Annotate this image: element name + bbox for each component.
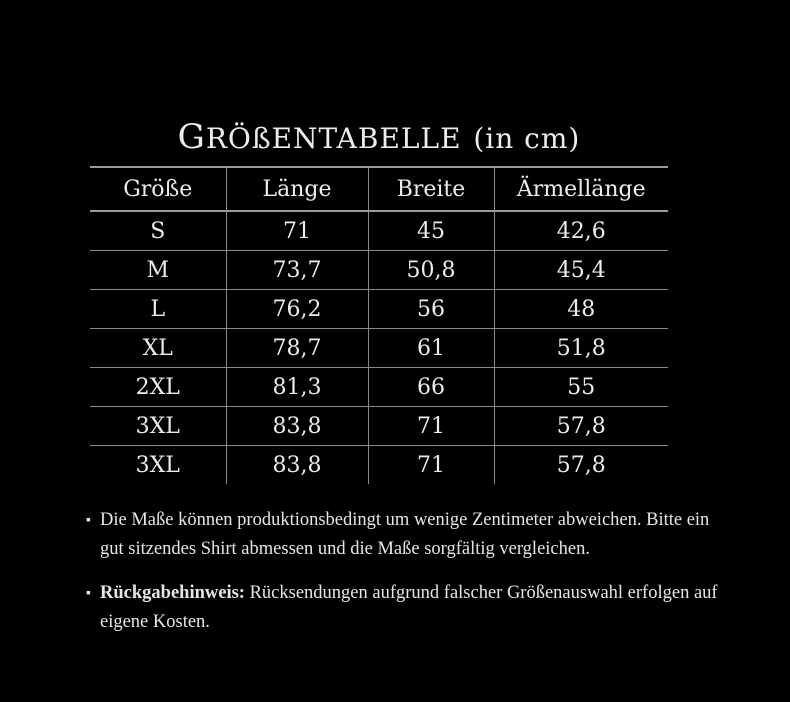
note-return — [86, 579, 726, 637]
table-row — [90, 329, 668, 368]
table-row — [90, 368, 668, 407]
cell-sleeve: 42,6 — [494, 211, 668, 251]
table-row — [90, 211, 668, 251]
header-size: Größe — [90, 167, 226, 211]
cell-sleeve: 51,8 — [494, 329, 668, 368]
table-row — [90, 290, 668, 329]
cell-sleeve: 57,8 — [494, 407, 668, 446]
cell-size: 3XL — [90, 446, 226, 485]
cell-size: 2XL — [90, 368, 226, 407]
title-rest: RÖßENTABELLE — [205, 122, 462, 155]
note-measurement — [86, 506, 726, 564]
cell-size: XL — [90, 329, 226, 368]
table-row — [90, 446, 668, 485]
title-first-letter: G — [177, 117, 206, 157]
cell-length: 73,7 — [226, 251, 368, 290]
size-table-header-row — [90, 167, 668, 211]
table-row — [90, 251, 668, 290]
cell-sleeve: 48 — [494, 290, 668, 329]
bullet-icon: ▪ — [86, 586, 91, 601]
cell-length: 83,8 — [226, 446, 368, 485]
cell-length: 83,8 — [226, 407, 368, 446]
notes-section — [86, 506, 726, 637]
cell-length: 76,2 — [226, 290, 368, 329]
table-row — [90, 407, 668, 446]
cell-size: M — [90, 251, 226, 290]
title-unit: (in cm) — [473, 122, 581, 155]
bullet-icon: ▪ — [86, 513, 91, 528]
cell-width: 71 — [368, 407, 494, 446]
cell-width: 61 — [368, 329, 494, 368]
cell-length: 78,7 — [226, 329, 368, 368]
cell-sleeve: 45,4 — [494, 251, 668, 290]
note-measurement-text: Die Maße können produktionsbedingt um wenige Zentimeter abweichen. Bitte ein gut sitzendes Shirt abmessen und die Maße sorgfältig vergleichen. — [100, 510, 710, 559]
cell-width: 45 — [368, 211, 494, 251]
cell-width: 50,8 — [368, 251, 494, 290]
cell-size: 3XL — [90, 407, 226, 446]
header-width: Breite — [368, 167, 494, 211]
page-title — [90, 112, 668, 162]
header-sleeve-length: Ärmellänge — [494, 167, 668, 211]
header-length: Länge — [226, 167, 368, 211]
cell-size: S — [90, 211, 226, 251]
size-table — [90, 166, 668, 484]
cell-width: 66 — [368, 368, 494, 407]
cell-length: 71 — [226, 211, 368, 251]
cell-sleeve: 57,8 — [556, 452, 606, 478]
cell-length: 81,3 — [226, 368, 368, 407]
cell-sleeve: 55 — [494, 368, 668, 407]
note-return-text: Rücksendungen aufgrund falscher Größenauswahl erfolgen auf eigene Kosten. — [100, 583, 718, 632]
cell-size: L — [90, 290, 226, 329]
cell-width: 71 — [368, 446, 494, 485]
note-return-label: Rückgabehinweis: — [100, 583, 245, 603]
cell-width: 56 — [368, 290, 494, 329]
